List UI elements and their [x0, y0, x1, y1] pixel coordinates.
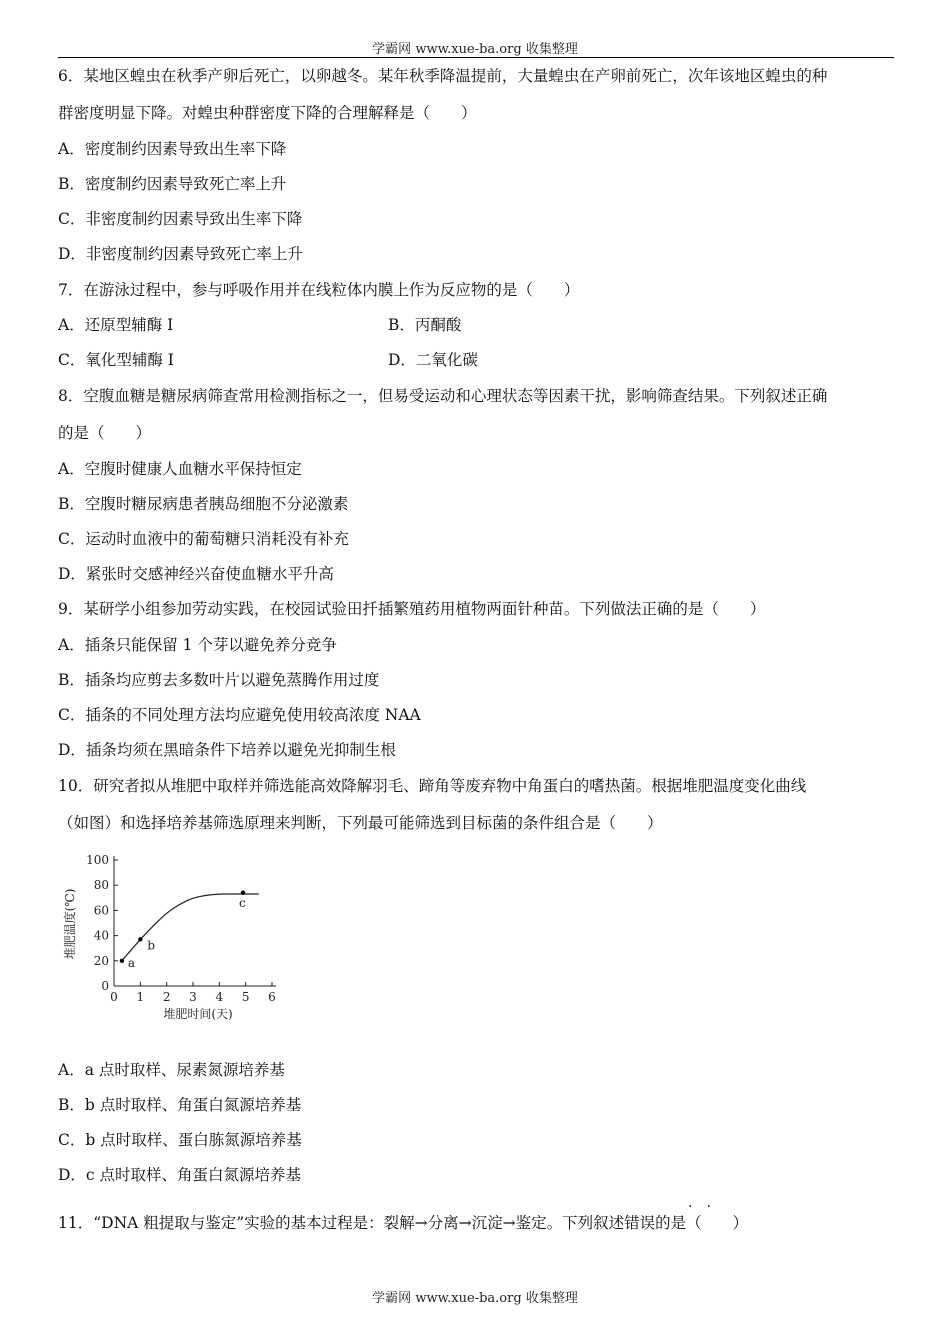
header-note: 收集整理: [525, 42, 578, 57]
point-a: [120, 959, 124, 963]
page-header: [0, 38, 950, 57]
y-tick-label: 60: [93, 903, 109, 918]
chart-x-axis-label: 堆肥时间(天): [163, 1007, 233, 1021]
q10-option-c[interactable]: C．b 点时取样、蛋白胨氮源培养基: [58, 1131, 302, 1149]
point-label-b: b: [147, 938, 156, 953]
y-tick-label: 0: [101, 979, 109, 993]
q8-option-d[interactable]: D．紧张时交感神经兴奋使血糖水平升高: [58, 565, 334, 583]
q7-stem: 7．在游泳过程中，参与呼吸作用并在线粒体内膜上作为反应物的是（ ）: [58, 281, 580, 299]
footer-site: 学霸网: [372, 1291, 412, 1306]
q6-option-c[interactable]: C．非密度制约因素导致出生率下降: [58, 210, 303, 228]
q8-stem-line2: 的是（ ）: [58, 424, 152, 442]
footer-note: 收集整理: [525, 1291, 578, 1306]
q6-option-a[interactable]: A．密度制约因素导致出生率下降: [58, 140, 287, 158]
x-tick-label: 5: [241, 990, 250, 1004]
x-tick-label: 3: [189, 990, 197, 1004]
q8-stem-line1: 8．空腹血糖是糖尿病筛查常用检测指标之一，但易受运动和心理状态等因素干扰，影响筛查结果。下列叙述正确: [58, 387, 828, 405]
header-rule: [58, 57, 894, 58]
q10-option-d[interactable]: D．c 点时取样、角蛋白氮源培养基: [58, 1166, 302, 1184]
compost-temperature-chart: [58, 848, 288, 1028]
x-tick-label: 6: [268, 990, 276, 1004]
q6-option-d[interactable]: D．非密度制约因素导致死亡率上升: [58, 245, 303, 263]
q10-stem-line1: 10．研究者拟从堆肥中取样并筛选能高效降解羽毛、蹄角等废弃物中角蛋白的嗜热菌。根据堆肥温度变化曲线: [58, 777, 807, 795]
y-tick-label: 80: [93, 878, 109, 893]
q8-option-c[interactable]: C．运动时血液中的葡萄糖只消耗没有补充: [58, 530, 349, 548]
q9-stem: 9．某研学小组参加劳动实践，在校园试验田扦插繁殖药用植物两面针种苗。下列做法正确的是（ ）: [58, 600, 766, 618]
q7-option-a[interactable]: A．还原型辅酶 I: [58, 316, 174, 334]
q9-option-b[interactable]: B．插条均应剪去多数叶片以避免蒸腾作用过度: [58, 671, 380, 689]
x-tick-label: 1: [136, 990, 145, 1004]
header-site: 学霸网: [372, 42, 412, 57]
q8-option-a[interactable]: A．空腹时健康人血糖水平保持恒定: [58, 460, 302, 478]
chart-y-axis-label: 堆肥温度(℃): [63, 888, 77, 960]
q10-option-a[interactable]: A．a 点时取样、尿素氮源培养基: [58, 1061, 285, 1079]
q10-stem-line2: （如图）和选择培养基筛选原理来判断，下列最可能筛选到目标菌的条件组合是（ ）: [58, 814, 663, 832]
point-b: [138, 937, 142, 941]
y-tick-label: 40: [93, 928, 109, 943]
q11-stem: 11．“DNA 粗提取与鉴定”实验的基本过程是：裂解→分离→沉淀→鉴定。下列叙述错误的是（ ）: [58, 1214, 749, 1232]
y-tick-label: 20: [93, 953, 109, 968]
page-footer: [0, 1287, 950, 1306]
y-tick-label: 100: [86, 853, 109, 867]
q7-option-d[interactable]: D．二氧化碳: [388, 351, 478, 369]
x-tick-label: 0: [110, 990, 118, 1004]
q9-option-c[interactable]: C．插条的不同处理方法均应避免使用较高浓度 NAA: [58, 706, 421, 724]
point-label-c: c: [239, 895, 246, 910]
x-tick-label: 4: [215, 990, 224, 1004]
chart-axes: [114, 856, 276, 986]
point-label-a: a: [127, 955, 136, 970]
q6-stem-line1: 6．某地区蝗虫在秋季产卵后死亡，以卵越冬。某年秋季降温提前，大量蝗虫在产卵前死亡，次年该地区蝗虫的种: [58, 67, 828, 85]
q10-option-b[interactable]: B．b 点时取样、角蛋白氮源培养基: [58, 1096, 302, 1114]
q7-option-c[interactable]: C．氧化型辅酶 I: [58, 351, 174, 369]
q9-option-a[interactable]: A．插条只能保留 1 个芽以避免养分竞争: [58, 636, 337, 654]
q11-emphasis-dots: · ·: [688, 1199, 711, 1215]
chart-ticks: [86, 853, 276, 1004]
q8-option-b[interactable]: B．空腹时糖尿病患者胰岛细胞不分泌激素: [58, 495, 349, 513]
q7-option-b[interactable]: B．丙酮酸: [388, 316, 462, 334]
q6-stem-line2: 群密度明显下降。对蝗虫种群密度下降的合理解释是（ ）: [58, 104, 477, 122]
footer-url[interactable]: www.xue-ba.org: [415, 1291, 522, 1306]
point-c: [241, 891, 245, 895]
x-tick-label: 2: [162, 990, 171, 1004]
q6-option-b[interactable]: B．密度制约因素导致死亡率上升: [58, 175, 287, 193]
header-url[interactable]: www.xue-ba.org: [415, 42, 522, 57]
q9-option-d[interactable]: D．插条均须在黑暗条件下培养以避免光抑制生根: [58, 741, 396, 759]
